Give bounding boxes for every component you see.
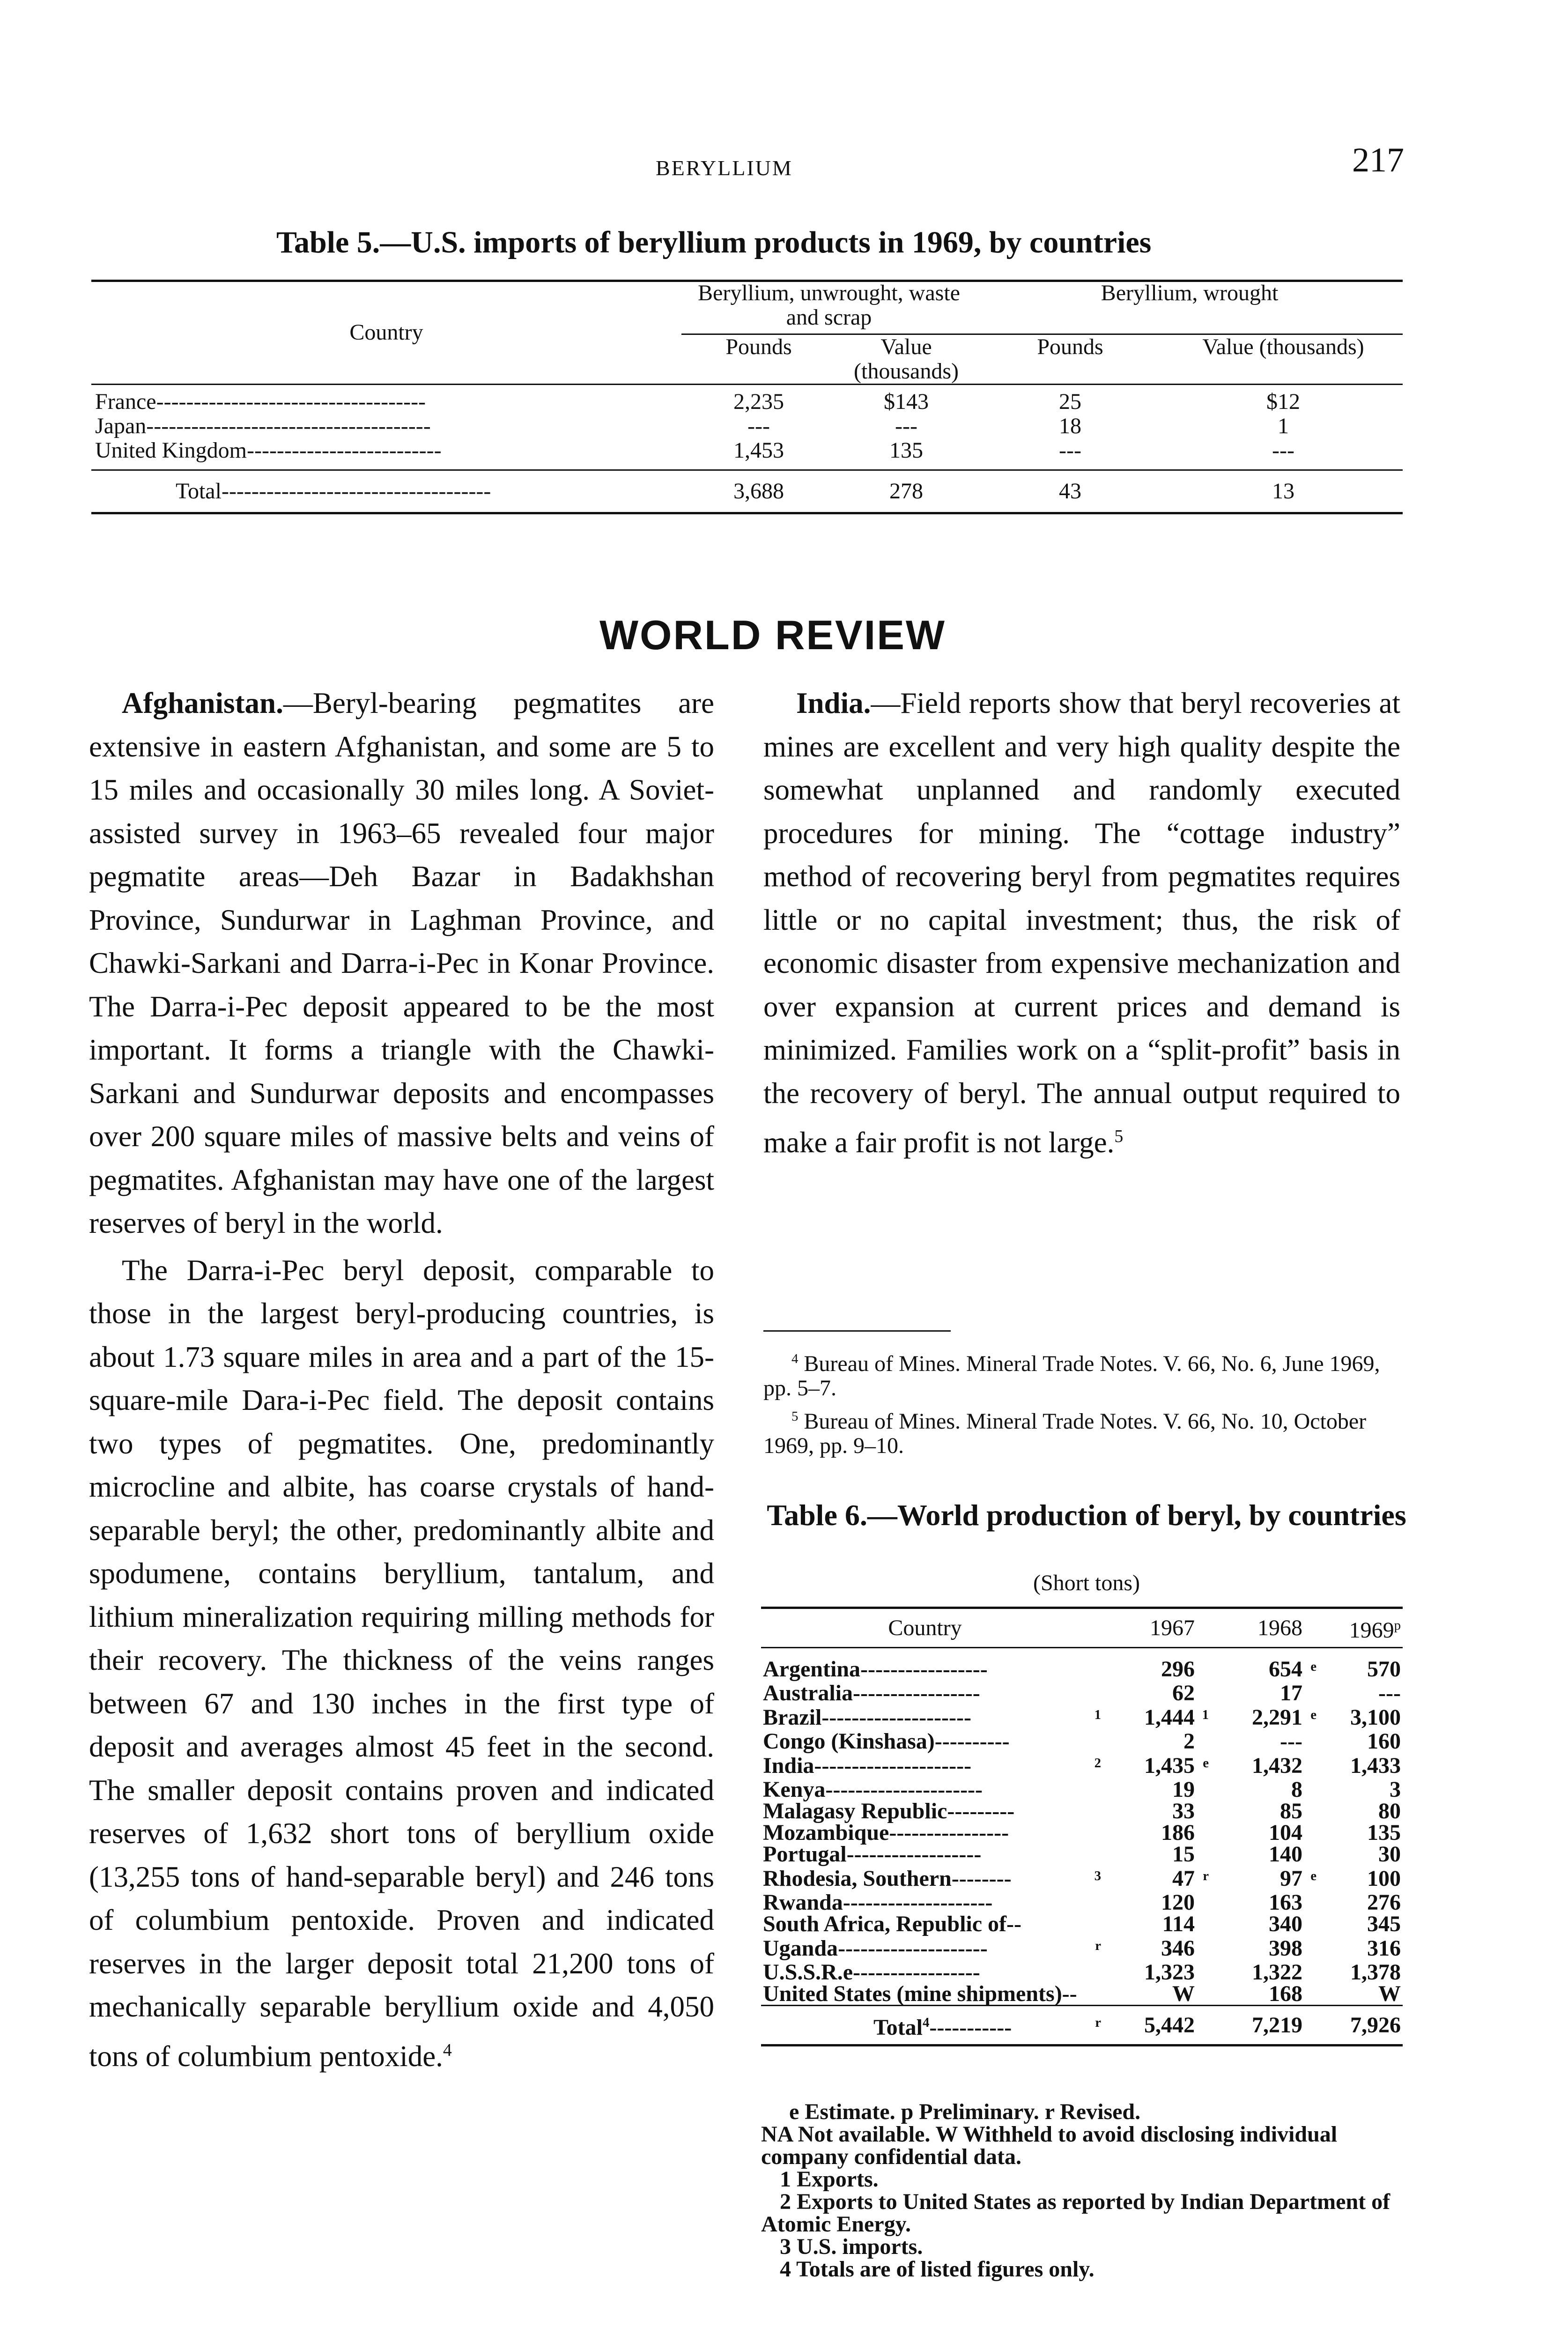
table-cell: 8 <box>1291 1777 1302 1802</box>
table-row <box>761 1892 1403 1913</box>
table-cell: 13 <box>1272 479 1294 504</box>
table-cell: 160 <box>1367 1729 1401 1754</box>
table-cell: 3,100 <box>1350 1705 1401 1730</box>
table-total-label: Total------------------------------------ <box>176 479 491 504</box>
table-cell: 1,433 <box>1350 1753 1401 1778</box>
table-cell: 1,453 <box>733 438 784 463</box>
paragraph-india: India.—Field reports show that beryl recoveries at mines are excellent and very high quality despite the somewhat unplanned and randomly executed procedures for mining. The “cottage industry” method of recovering beryl from pegmatites requires little or no capital investment; thus, the risk of economic disaster from expensive mechanization and over expansion at current prices and demand is minimized. Families work on a “split-profit” basis in the recovery of beryl. The annual output required to make a fair profit is not large.$^5$ <box>763 687 1400 1159</box>
table-cell: 114 <box>1162 1912 1195 1936</box>
table6 <box>761 1607 1403 2046</box>
table-row <box>761 1865 1403 1892</box>
footnote: $^5$ Bureau of Mines. Mineral Trade Notes. V. 66, No. 10, October 1969, pp. 9–10. <box>763 1409 1367 1458</box>
table-cell: 47 <box>1172 1866 1195 1891</box>
table-row <box>761 1822 1403 1844</box>
table6-col-1967: 1967 <box>1150 1615 1195 1640</box>
table-cell: 104 <box>1269 1820 1302 1845</box>
table6-note: 2 Exports to United States as reported by Indian Department of Atomic Energy. <box>761 2189 1390 2237</box>
table6-note: NA Not available. W Withheld to avoid disclosing individual company confidential data. <box>761 2122 1338 2169</box>
table-cell: --- <box>747 414 770 438</box>
table-cell: 140 <box>1269 1842 1302 1867</box>
table6-mark <box>1197 1682 1211 1704</box>
table-cell: $143 <box>884 389 929 414</box>
section-title: WORLD REVIEW <box>599 612 946 658</box>
table-row-country: United Kingdom-------------------------- <box>95 438 442 463</box>
table-row-country: Japan-------------------------------------- <box>95 414 431 438</box>
paragraph-darra-i-pec: The Darra-i-Pec beryl deposit, comparable to those in the largest beryl-producing countries, is about 1.73 square miles in area and a part of the 15-square-mile Dara-i-Pec field. The deposit contains two types of pegmatites. One, predominantly microcline and albite, has coarse crystals of hand-separable beryl; the other, predominantly albite and spodumene, contains beryllium, tantalum, and lithium mineralization requiring milling methods for their recovery. The thickness of the veins ranges between 67 and 130 inches in the first type of deposit and averages almost 45 feet in the second. The smaller deposit contains proven and indicated reserves of 1,632 short tons of beryllium oxide (13,255 tons of hand-separable beryl) and 246 tons of columbium pentoxide. Proven and indicated reserves in the larger deposit total 21,200 tons of mechanically separable beryllium oxide and 4,050 tons of columbium pentoxide.$^4$ <box>89 1253 714 2073</box>
table6-subtitle: (Short tons) <box>1033 1571 1140 1595</box>
table-cell: 30 <box>1378 1842 1401 1867</box>
table-cell: 15 <box>1172 1842 1195 1867</box>
table-row <box>761 1682 1403 1704</box>
table6-mark <box>1304 1913 1318 1935</box>
table6-country: Portugal------------------ <box>763 1842 982 1867</box>
footnote: $^4$ Bureau of Mines. Mineral Trade Notes. V. 66, No. 6, June 1969, pp. 5–7. <box>763 1351 1380 1401</box>
table6-country: Brazil-------------------- <box>763 1705 971 1730</box>
table-cell: 163 <box>1269 1890 1302 1915</box>
table6-mark: e <box>1310 1707 1317 1722</box>
table-cell: 85 <box>1280 1799 1302 1823</box>
table-cell: 2,235 <box>733 389 784 414</box>
table-cell: 276 <box>1367 1890 1401 1915</box>
table6-country: South Africa, Republic of-- <box>763 1912 1021 1936</box>
table-row <box>761 1801 1403 1822</box>
right-column <box>763 682 1400 1164</box>
table-cell: 120 <box>1161 1890 1195 1915</box>
table6-mark <box>1197 1983 1211 2006</box>
table-cell: $12 <box>1266 389 1300 414</box>
table-row <box>761 1752 1403 1779</box>
table6-country: Rhodesia, Southern-------- <box>763 1866 1012 1891</box>
table-cell: 33 <box>1172 1799 1195 1823</box>
table-cell: 97 <box>1280 1866 1302 1891</box>
table-cell: --- <box>895 414 917 438</box>
table6-mark <box>1304 1752 1318 1779</box>
table6-mark: e <box>1203 1756 1209 1771</box>
table-cell: 2,291 <box>1252 1705 1302 1730</box>
table6-mark <box>1304 1801 1318 1822</box>
table5-group-unwrought: Beryllium, unwrought, waste and scrap <box>681 281 976 334</box>
table6-country: Argentina----------------- <box>763 1656 988 1682</box>
table6-mark <box>1304 1844 1318 1865</box>
table-cell: 570 <box>1367 1656 1401 1682</box>
table6-mark <box>1304 1983 1318 2006</box>
table-cell: 1,432 <box>1252 1753 1302 1778</box>
table6-mark <box>1304 1892 1318 1913</box>
table6-mark <box>1089 1844 1103 1865</box>
page-number: 217 <box>1352 141 1404 179</box>
table6-mark <box>1197 1962 1211 1983</box>
table-row <box>761 1983 1403 2006</box>
table-cell: 186 <box>1161 1820 1195 1845</box>
table-row <box>761 1935 1403 1962</box>
table-cell: 1,444 <box>1144 1705 1195 1730</box>
table-row <box>761 1648 1403 1683</box>
table6-mark: r <box>1095 2015 1101 2030</box>
table6-mark <box>1089 1779 1103 1801</box>
table6-mark <box>1089 1801 1103 1822</box>
table6-mark <box>1089 1892 1103 1913</box>
table6-mark: 2 <box>1094 1756 1101 1771</box>
table6-country: Mozambique---------------- <box>763 1820 1009 1845</box>
table6-total-label: Total$^4$----------- <box>873 2015 1012 2040</box>
table-cell: 654 <box>1269 1656 1302 1682</box>
table-cell: 316 <box>1367 1935 1401 1961</box>
table-cell: 1,378 <box>1350 1960 1401 1985</box>
table-cell: 17 <box>1280 1681 1302 1705</box>
table6-mark <box>1304 1962 1318 1983</box>
table6-mark: r <box>1095 1938 1101 1953</box>
table6-country: U.S.S.R.e----------------- <box>763 1960 980 1985</box>
table5-country-header: Country <box>349 319 423 345</box>
table6-col-1969: 1969$^p$ <box>1349 1618 1401 1643</box>
table-cell: 1,322 <box>1252 1960 1302 1985</box>
table-cell: 1,435 <box>1144 1753 1195 1778</box>
table-cell: 278 <box>889 479 923 504</box>
table6-mark <box>1089 1822 1103 1844</box>
table6-mark <box>1089 1962 1103 1983</box>
table-cell: 1 <box>1278 414 1289 438</box>
table-cell: 3,688 <box>733 479 784 504</box>
table6-country: Kenya--------------------- <box>763 1777 983 1802</box>
footnotes <box>763 1347 1400 1458</box>
table-cell: 345 <box>1367 1912 1401 1936</box>
table-cell: 346 <box>1161 1935 1195 1961</box>
table6-country: India--------------------- <box>763 1753 972 1778</box>
table5-col-value: Value (thousands) <box>1202 334 1364 359</box>
table6-col-1968: 1968 <box>1257 1615 1302 1640</box>
table6-mark <box>1089 1682 1103 1704</box>
table6-mark <box>1197 1844 1211 1865</box>
table-cell: 340 <box>1269 1912 1302 1936</box>
table-cell: W <box>1172 1981 1195 2006</box>
table6-mark: 1 <box>1094 1707 1101 1722</box>
table5-col-pounds: Pounds <box>725 334 792 359</box>
table-cell: 80 <box>1378 1799 1401 1823</box>
table-row <box>761 1913 1403 1935</box>
table-cell: 1,323 <box>1144 1960 1195 1985</box>
table6-mark: 1 <box>1202 1707 1209 1722</box>
table6-mark <box>1304 1822 1318 1844</box>
table6-country: Malagasy Republic--------- <box>763 1799 1015 1823</box>
table-cell: 18 <box>1059 414 1081 438</box>
table6-mark <box>1089 1731 1103 1752</box>
table6-mark <box>1089 1648 1103 1683</box>
table6-country: Congo (Kinshasa)---------- <box>763 1729 1010 1754</box>
table-cell: 43 <box>1059 479 1081 504</box>
table6-mark <box>1197 1913 1211 1935</box>
table6-mark <box>1197 1801 1211 1822</box>
table-row <box>761 1844 1403 1865</box>
table6-mark <box>1197 1935 1211 1962</box>
table5-col-value: Value (thousands) <box>854 334 959 384</box>
table6-mark <box>1304 1682 1318 1704</box>
table5-col-pounds: Pounds <box>1037 334 1103 359</box>
table-row <box>761 1779 1403 1801</box>
table6-country: United States (mine shipments)-- <box>763 1981 1077 2006</box>
table-row <box>761 1731 1403 1752</box>
table6-note: 1 Exports. <box>780 2167 879 2192</box>
table-cell: --- <box>1378 1681 1401 1705</box>
table6-mark <box>1089 1913 1103 1935</box>
table-cell: 25 <box>1059 389 1081 414</box>
table-row <box>761 1704 1403 1731</box>
table-cell: 398 <box>1269 1935 1302 1961</box>
left-column <box>89 682 714 2078</box>
paragraph-afghanistan: Afghanistan.—Beryl-bearing pegmatites are extensive in eastern Afghanistan, and some are 5 to 15 miles and occasionally 30 miles long. A Soviet-assisted survey in 1963–65 revealed four major pegmatite areas—Deh Bazar in Badakhshan Province, Sundurwar in Laghman Province, and Chawki-Sarkani and Darra-i-Pec in Konar Province. The Darra-i-Pec deposit appeared to be the most important. It forms a triangle with the Chawki-Sarkani and Sundurwar deposits and encompasses over 200 square miles of massive belts and veins of pegmatites. Afghanistan may have one of the largest reserves of beryl in the world. <box>89 687 714 1239</box>
table6-mark: e <box>1310 1868 1317 1883</box>
table6-col-country: Country <box>888 1615 962 1640</box>
table6-mark: e <box>1310 1659 1317 1674</box>
table-cell: 7,219 <box>1252 2012 1302 2038</box>
table6-notes <box>761 2101 1403 2281</box>
table-cell: W <box>1378 1981 1401 2006</box>
table-cell: --- <box>1272 438 1294 463</box>
table-cell: 62 <box>1172 1681 1195 1705</box>
table-cell: --- <box>1059 438 1081 463</box>
table-cell: 3 <box>1390 1777 1401 1802</box>
table-row-country: France------------------------------------ <box>95 389 426 414</box>
table-cell: 19 <box>1172 1777 1195 1802</box>
table6-mark <box>1304 1779 1318 1801</box>
table6-mark <box>1197 1892 1211 1913</box>
table6-mark <box>1197 1648 1211 1683</box>
table6-mark <box>1197 1731 1211 1752</box>
table6-note: e Estimate. p Preliminary. r Revised. <box>789 2099 1141 2124</box>
table-cell: 296 <box>1161 1656 1195 1682</box>
table6-mark: 3 <box>1094 1868 1101 1883</box>
table6-mark <box>1197 1822 1211 1844</box>
table6-country: Rwanda-------------------- <box>763 1890 993 1915</box>
table-cell: 7,926 <box>1350 2012 1401 2038</box>
table6-mark <box>1304 1935 1318 1962</box>
table6-note: 3 U.S. imports. <box>780 2234 923 2259</box>
table6-country: Australia----------------- <box>763 1681 980 1705</box>
running-title: BERYLLIUM <box>656 156 793 180</box>
table6-country: Uganda-------------------- <box>763 1935 988 1961</box>
table-cell: 2 <box>1183 1729 1195 1754</box>
table6-note: 4 Totals are of listed figures only. <box>780 2257 1095 2282</box>
table-row <box>761 1962 1403 1983</box>
table6-title: Table 6.—World production of beryl, by countries <box>767 1498 1406 1532</box>
table-cell: 168 <box>1269 1981 1302 2006</box>
table-cell: 135 <box>1367 1820 1401 1845</box>
table6-mark <box>1197 1779 1211 1801</box>
table6-mark: r <box>1203 1868 1209 1883</box>
table5-title: Table 5.—U.S. imports of beryllium products in 1969, by countries <box>276 225 1152 259</box>
table6-mark <box>1089 1983 1103 2006</box>
table6-mark <box>1304 1731 1318 1752</box>
table-cell: 135 <box>889 438 923 463</box>
table-cell: --- <box>1280 1729 1302 1754</box>
table5-group-wrought: Beryllium, wrought <box>976 281 1403 334</box>
table5 <box>91 281 1403 514</box>
table-cell: 100 <box>1367 1866 1401 1891</box>
table-cell: 5,442 <box>1144 2012 1195 2038</box>
